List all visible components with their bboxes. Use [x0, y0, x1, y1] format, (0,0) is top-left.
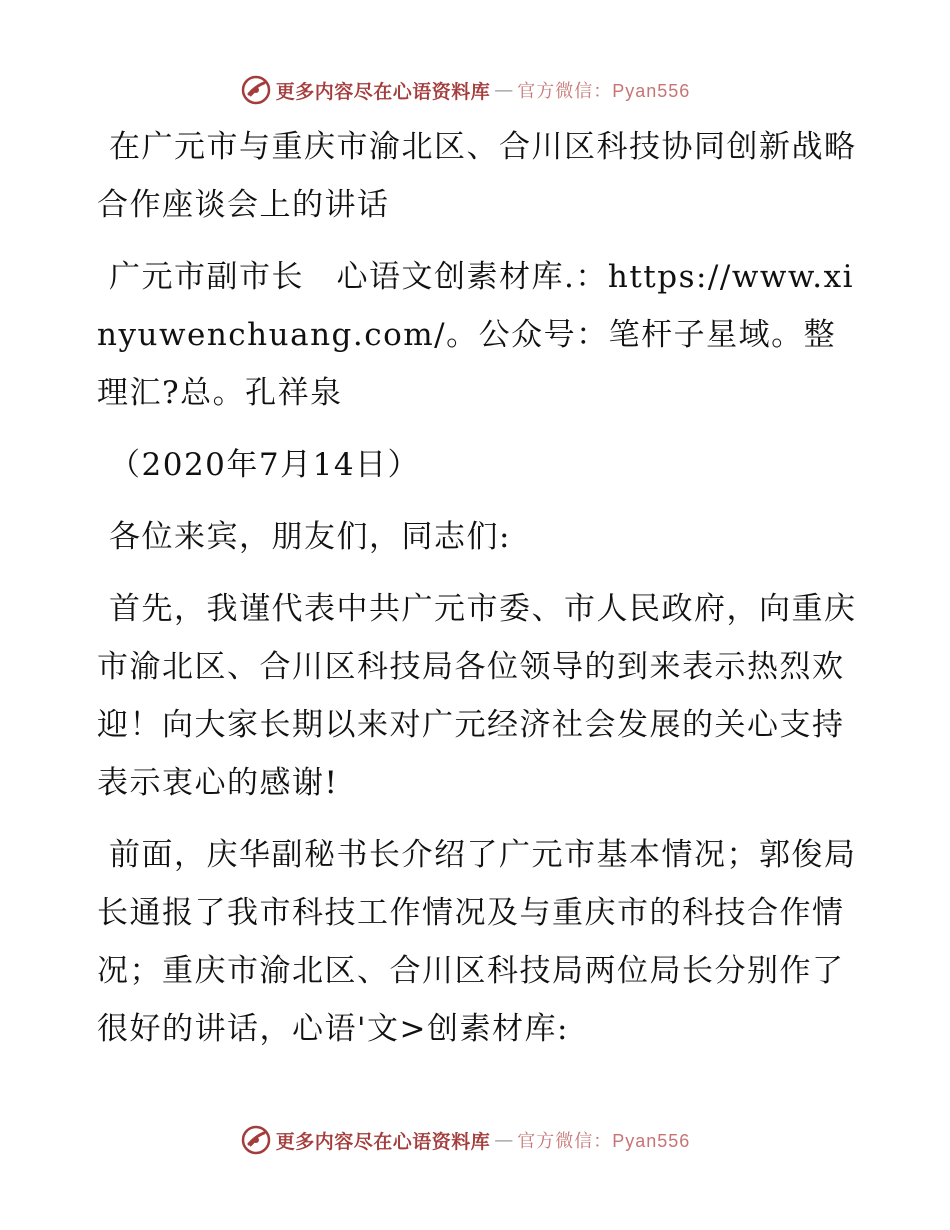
author-line: 广元市副市长 心语文创素材库.：https://www.xinyuwenchuang.com/。公众号：笔杆子星域。整理汇?总。孔祥泉 — [97, 259, 854, 411]
salutation: 各位来宾，朋友们，同志们: — [109, 519, 511, 555]
speech-date: （2020年7月14日） — [109, 447, 421, 483]
paragraph-2: 前面，庆华副秘书长介绍了广元市基本情况；郭俊局长通报了我市科技工作情况及与重庆市的科技合作情况；重庆市渝北区、合川区科技局两位局长分别作了很好的讲话，心语'文>创素材库: — [97, 837, 857, 1047]
document-title: 在广元市与重庆市渝北区、合川区科技协同创新战略合作座谈会上的讲话 — [97, 129, 857, 223]
watermark-text: 更多内容尽在心语资料库 — [275, 1131, 491, 1153]
watermark-text: 更多内容尽在心语资料库 — [275, 81, 491, 103]
book-pen-logo-icon — [240, 1124, 272, 1156]
watermark-separator: — — [494, 1129, 514, 1151]
paragraph-1: 首先，我谨代表中共广元市委、市人民政府，向重庆市渝北区、合川区科技局各位领导的到来表示热烈欢迎！向大家长期以来对广元经济社会发展的关心支持表示衷心的感谢! — [97, 591, 857, 801]
header-watermark-banner — [0, 70, 950, 110]
watermark-wechat: 官方微信：Pyan556 — [517, 1131, 691, 1151]
watermark-separator: — — [494, 79, 514, 101]
book-pen-logo-icon — [240, 74, 272, 106]
footer-watermark-banner — [0, 1120, 950, 1160]
document-body — [97, 118, 857, 1072]
watermark-wechat: 官方微信：Pyan556 — [517, 81, 691, 101]
